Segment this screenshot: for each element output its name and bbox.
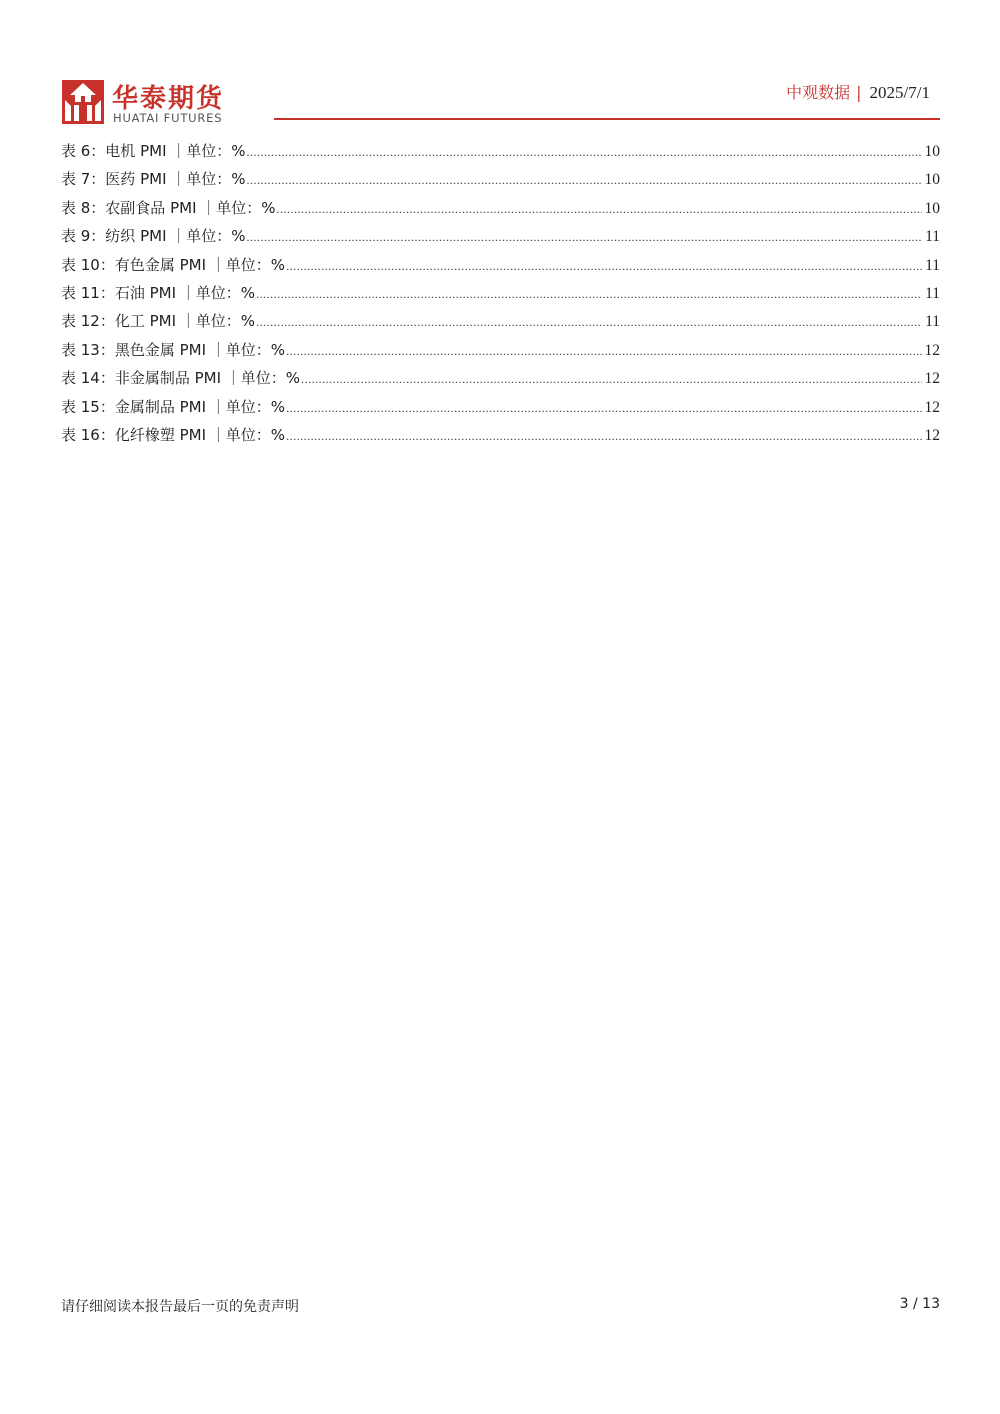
toc-entry-page: 11	[925, 313, 940, 331]
header-rule	[274, 118, 940, 120]
report-date: 2025/7/1	[869, 83, 930, 102]
page-number: 3 / 13	[899, 1296, 940, 1312]
toc-entry-label: 表 9：纺织 PMI ｜单位：%	[61, 227, 246, 246]
table-of-contents	[61, 140, 940, 452]
toc-entry-page: 10	[924, 199, 940, 217]
toc-leader-dots	[256, 315, 922, 330]
toc-leader-dots	[286, 401, 921, 416]
toc-entry-label: 表 7：医药 PMI ｜单位：%	[61, 170, 246, 189]
toc-entry-page: 12	[924, 426, 940, 444]
huatai-logo-icon	[62, 80, 104, 124]
toc-leader-dots	[247, 173, 922, 188]
toc-entry-label: 表 16：化纤橡塑 PMI ｜单位：%	[61, 425, 286, 444]
toc-entry-page: 10	[924, 171, 940, 189]
toc-entry[interactable]	[61, 254, 940, 282]
toc-entry-label: 表 14：非金属制品 PMI ｜单位：%	[61, 369, 301, 388]
report-section: 中观数据	[786, 83, 851, 102]
toc-entry[interactable]	[61, 367, 940, 395]
toc-entry[interactable]	[61, 197, 940, 225]
toc-entry-page: 10	[924, 143, 940, 160]
toc-entry-label: 表 13：黑色金属 PMI ｜单位：%	[61, 340, 286, 359]
logo-text-cn: 华泰期货	[112, 84, 225, 114]
toc-entry[interactable]	[61, 168, 940, 196]
toc-entry-page: 12	[924, 398, 940, 416]
toc-leader-dots	[256, 287, 922, 302]
logo-text-en: HUATAI FUTURES	[113, 111, 223, 125]
toc-entry[interactable]	[61, 225, 940, 253]
toc-leader-dots	[247, 145, 922, 160]
toc-entry[interactable]	[61, 339, 940, 367]
toc-entry[interactable]	[61, 282, 940, 310]
toc-leader-dots	[286, 259, 922, 274]
toc-leader-dots	[277, 202, 922, 217]
toc-entry[interactable]	[61, 310, 940, 338]
toc-entry-page: 12	[924, 370, 940, 388]
toc-entry-label: 表 8：农副食品 PMI ｜单位：%	[61, 198, 276, 217]
toc-leader-dots	[286, 429, 921, 444]
toc-entry[interactable]	[61, 140, 940, 168]
toc-entry-label: 表 11：石油 PMI ｜单位：%	[61, 283, 256, 302]
toc-entry-page: 11	[925, 284, 940, 302]
toc-entry-label: 表 15：金属制品 PMI ｜单位：%	[61, 397, 286, 416]
toc-entry-label: 表 6：电机 PMI ｜单位：%	[61, 142, 246, 160]
toc-leader-dots	[301, 372, 921, 387]
toc-entry-page: 11	[925, 228, 940, 246]
toc-entry-page: 11	[925, 256, 940, 274]
header-meta	[786, 80, 930, 103]
toc-leader-dots	[247, 230, 923, 245]
footer-disclaimer: 请仔细阅读本报告最后一页的免责声明	[61, 1299, 299, 1315]
toc-leader-dots	[286, 344, 921, 359]
toc-entry[interactable]	[61, 396, 940, 424]
toc-entry-page: 12	[924, 341, 940, 359]
toc-entry[interactable]	[61, 424, 940, 452]
toc-entry-label: 表 10：有色金属 PMI ｜单位：%	[61, 255, 286, 274]
header-separator: |	[856, 83, 862, 102]
toc-entry-label: 表 12：化工 PMI ｜单位：%	[61, 312, 256, 331]
page-header	[0, 0, 1000, 130]
